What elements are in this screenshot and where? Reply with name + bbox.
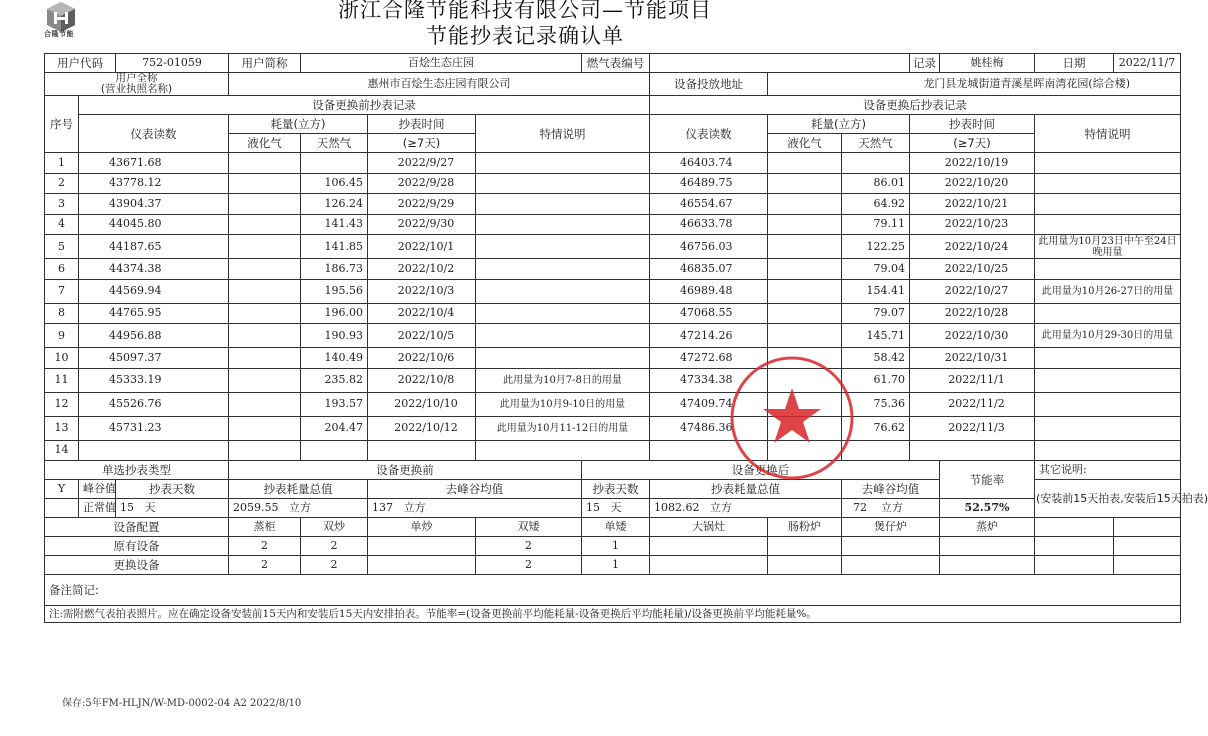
table-row — [45, 348, 1181, 369]
before-ng-header: 天然气 — [301, 134, 368, 153]
before-time-cell: 2022/9/28 — [368, 173, 476, 194]
before-ng-cell: 235.82 — [301, 368, 368, 392]
after-lpg-cell — [768, 392, 842, 416]
before-time-cell: 2022/10/5 — [368, 324, 476, 348]
equip-type-0: 蒸柜 — [229, 518, 301, 537]
after-lpg-cell — [768, 259, 842, 280]
before-ng-cell — [301, 153, 368, 174]
fullname-label-line1: 用户全称 — [115, 72, 158, 84]
after-ng-cell: 75.36 — [842, 392, 910, 416]
after-remark-cell: 此用量为10月23日中午至24日晚用量 — [1035, 235, 1181, 259]
user-code-label: 用户代码 — [45, 54, 116, 73]
orig-count-8 — [940, 537, 1035, 556]
before-lpg-cell — [229, 214, 301, 235]
before-avg — [368, 499, 582, 518]
before-lpg-cell — [229, 324, 301, 348]
before-ng-cell: 140.49 — [301, 348, 368, 369]
after-time-cell: 2022/10/28 — [910, 303, 1035, 324]
after-time-cell: 2022/10/19 — [910, 153, 1035, 174]
after-time-cell: 2022/10/27 — [910, 279, 1035, 303]
seq-cell: 10 — [45, 348, 79, 369]
after-lpg-cell — [768, 194, 842, 215]
orig-count-4: 1 — [582, 537, 650, 556]
fullname-label-line2: (营业执照名称) — [100, 83, 173, 95]
after-time-cell: 2022/10/21 — [910, 194, 1035, 215]
after-total-unit: 立方 — [710, 501, 732, 514]
after-ng-cell: 79.07 — [842, 303, 910, 324]
before-total-unit: 立方 — [289, 501, 311, 514]
after-time-cell: 2022/11/1 — [910, 368, 1035, 392]
after-avg-unit: 立方 — [881, 501, 903, 514]
original-equipment-label: 原有设备 — [45, 537, 229, 556]
orig-count-6 — [768, 537, 842, 556]
after-lpg-cell — [768, 324, 842, 348]
table-row — [45, 303, 1181, 324]
before-time-cell: 2022/10/6 — [368, 348, 476, 369]
after-reading-cell — [650, 440, 768, 461]
address-value: 龙门县龙城街道青溪星晖南湾花园(综合楼) — [768, 73, 1181, 96]
seq-header: 序号 — [45, 96, 79, 153]
before-days-unit: 天 — [144, 501, 156, 514]
orig-count-1: 2 — [301, 537, 368, 556]
after-days-label: 抄表天数 — [582, 480, 650, 499]
before-time-cell — [368, 440, 476, 461]
before-avg-unit: 立方 — [403, 501, 426, 514]
table-row — [45, 279, 1181, 303]
table-row — [45, 440, 1181, 461]
replaced-equipment-label: 更换设备 — [45, 556, 229, 575]
before-reading-cell: 44765.95 — [79, 303, 229, 324]
before-remark-cell — [476, 324, 650, 348]
after-time-cell: 2022/10/31 — [910, 348, 1035, 369]
orig-extra-1 — [1035, 537, 1114, 556]
after-ng-header: 天然气 — [842, 134, 910, 153]
table-row — [45, 194, 1181, 215]
before-ng-cell: 141.85 — [301, 235, 368, 259]
before-remark-cell — [476, 153, 650, 174]
after-ng-cell: 79.11 — [842, 214, 910, 235]
before-reading-cell: 44187.65 — [79, 235, 229, 259]
after-time-header: 抄表时间 — [910, 115, 1035, 134]
before-time-header: 抄表时间 — [368, 115, 476, 134]
before-time-note: (≥7天) — [368, 134, 476, 153]
after-time-cell: 2022/11/2 — [910, 392, 1035, 416]
after-remark-cell — [1035, 259, 1181, 280]
after-lpg-cell — [768, 368, 842, 392]
seq-cell: 7 — [45, 279, 79, 303]
after-reading-cell: 47272.68 — [650, 348, 768, 369]
seq-cell: 11 — [45, 368, 79, 392]
after-reading-cell: 47334.38 — [650, 368, 768, 392]
before-time-cell: 2022/10/8 — [368, 368, 476, 392]
reading-type-label: 单选抄表类型 — [45, 461, 229, 480]
meter-record-table — [44, 53, 1208, 623]
equip-type-4: 单矮 — [582, 518, 650, 537]
seq-cell: 3 — [45, 194, 79, 215]
footer-code: 保存:5年FM-HLJN/W-MD-0002-04 A2 2022/8/10 — [62, 698, 302, 709]
before-ng-cell: 141.43 — [301, 214, 368, 235]
before-remark-cell: 此用量为10月7-8日的用量 — [476, 368, 650, 392]
before-lpg-cell — [229, 303, 301, 324]
before-remark-cell — [476, 279, 650, 303]
before-reading-cell: 43671.68 — [79, 153, 229, 174]
before-lpg-cell — [229, 279, 301, 303]
before-lpg-cell — [229, 368, 301, 392]
before-lpg-cell — [229, 235, 301, 259]
after-lpg-cell — [768, 303, 842, 324]
before-time-cell: 2022/10/2 — [368, 259, 476, 280]
after-lpg-cell — [768, 235, 842, 259]
before-remark-cell — [476, 194, 650, 215]
before-ng-cell: 204.47 — [301, 416, 368, 440]
before-time-cell: 2022/9/27 — [368, 153, 476, 174]
after-remark-cell — [1035, 153, 1181, 174]
summary-before-label: 设备更换前 — [229, 461, 582, 480]
peak-mark[interactable]: Y — [45, 480, 79, 499]
repl-count-8 — [940, 556, 1035, 575]
before-remark-cell — [476, 303, 650, 324]
meter-no-label: 燃气表编号 — [582, 54, 650, 73]
equip-type-7: 煲仔炉 — [842, 518, 940, 537]
user-short-value: 百烩生态庄园 — [301, 54, 582, 73]
before-lpg-header: 液化气 — [229, 134, 301, 153]
repl-count-7 — [842, 556, 940, 575]
before-ng-cell — [301, 440, 368, 461]
seq-cell: 5 — [45, 235, 79, 259]
after-remark-cell — [1035, 348, 1181, 369]
before-reading-cell — [79, 440, 229, 461]
company-title: 浙江合隆节能科技有限公司—节能项目 — [338, 0, 712, 22]
before-lpg-cell — [229, 348, 301, 369]
table-row — [45, 235, 1181, 259]
remarks-label: 备注简记: — [45, 575, 1181, 606]
equip-type-2: 单炒 — [368, 518, 476, 537]
before-remark-cell — [476, 214, 650, 235]
equip-type-8: 蒸炉 — [940, 518, 1035, 537]
before-reading-cell: 44374.38 — [79, 259, 229, 280]
after-time-cell: 2022/10/20 — [910, 173, 1035, 194]
after-days — [582, 499, 650, 518]
repl-count-4: 1 — [582, 556, 650, 575]
orig-count-5 — [650, 537, 768, 556]
after-ng-cell: 145.71 — [842, 324, 910, 348]
saving-rate-value: 52.57% — [940, 499, 1035, 518]
before-lpg-cell — [229, 259, 301, 280]
after-remark-cell — [1035, 440, 1181, 461]
after-reading-cell: 46835.07 — [650, 259, 768, 280]
table-row — [45, 392, 1181, 416]
table-row — [45, 173, 1181, 194]
after-section-title: 设备更换后抄表记录 — [650, 96, 1181, 115]
after-remark-header: 特情说明 — [1035, 115, 1181, 153]
after-time-cell: 2022/10/25 — [910, 259, 1035, 280]
after-time-cell: 2022/10/30 — [910, 324, 1035, 348]
after-reading-cell: 47068.55 — [650, 303, 768, 324]
equip-type-6: 肠粉炉 — [768, 518, 842, 537]
after-remark-cell — [1035, 173, 1181, 194]
normal-label: 正常值 — [79, 499, 116, 518]
after-time-cell: 2022/10/24 — [910, 235, 1035, 259]
after-remark-cell — [1035, 214, 1181, 235]
after-time-note: (≥7天) — [910, 134, 1035, 153]
after-remark-cell — [1035, 392, 1181, 416]
equip-extra-2 — [1114, 518, 1181, 537]
before-section-title: 设备更换前抄表记录 — [79, 96, 650, 115]
table-row — [45, 153, 1181, 174]
after-reading-cell: 46489.75 — [650, 173, 768, 194]
after-remark-cell — [1035, 368, 1181, 392]
peak-label: 峰谷值 — [79, 480, 116, 499]
before-days-label: 抄表天数 — [116, 480, 229, 499]
form-title: 节能抄表记录确认单 — [426, 24, 624, 48]
before-reading-header: 仪表读数 — [79, 115, 229, 153]
equip-type-3: 双矮 — [476, 518, 582, 537]
after-consumption-header: 耗量(立方) — [768, 115, 910, 134]
before-ng-cell: 190.93 — [301, 324, 368, 348]
before-days — [116, 499, 229, 518]
before-remark-cell — [476, 440, 650, 461]
before-time-cell: 2022/9/29 — [368, 194, 476, 215]
user-code-value: 752-01059 — [116, 54, 229, 73]
before-remark-cell — [476, 235, 650, 259]
after-time-cell: 2022/11/3 — [910, 416, 1035, 440]
orig-extra-2 — [1114, 537, 1181, 556]
equip-extra-1 — [1035, 518, 1114, 537]
after-days-unit: 天 — [610, 501, 622, 514]
before-time-cell: 2022/9/30 — [368, 214, 476, 235]
before-lpg-cell — [229, 153, 301, 174]
after-ng-cell: 58.42 — [842, 348, 910, 369]
before-ng-cell: 186.73 — [301, 259, 368, 280]
table-row — [45, 368, 1181, 392]
before-reading-cell: 44956.88 — [79, 324, 229, 348]
seq-cell: 1 — [45, 153, 79, 174]
after-lpg-cell — [768, 153, 842, 174]
after-lpg-header: 液化气 — [768, 134, 842, 153]
address-label: 设备投放地址 — [650, 73, 768, 96]
repl-count-6 — [768, 556, 842, 575]
after-time-cell: 2022/10/23 — [910, 214, 1035, 235]
before-time-cell: 2022/10/10 — [368, 392, 476, 416]
fullname-value: 惠州市百烩生态庄园有限公司 — [229, 73, 650, 96]
after-reading-cell: 46554.67 — [650, 194, 768, 215]
after-total — [650, 499, 842, 518]
after-lpg-cell — [768, 279, 842, 303]
other-notes-label: 其它说明: — [1035, 461, 1181, 480]
before-ng-cell: 195.56 — [301, 279, 368, 303]
repl-count-1: 2 — [301, 556, 368, 575]
before-reading-cell: 43904.37 — [79, 194, 229, 215]
before-time-cell: 2022/10/3 — [368, 279, 476, 303]
after-lpg-cell — [768, 214, 842, 235]
seq-cell: 2 — [45, 173, 79, 194]
before-lpg-cell — [229, 440, 301, 461]
after-ng-cell: 64.92 — [842, 194, 910, 215]
before-days-value: 15 — [120, 501, 134, 514]
before-ng-cell: 196.00 — [301, 303, 368, 324]
after-lpg-cell — [768, 173, 842, 194]
fullname-label — [45, 73, 229, 96]
repl-count-2 — [368, 556, 476, 575]
after-ng-cell: 86.01 — [842, 173, 910, 194]
after-reading-header: 仪表读数 — [650, 115, 768, 153]
seq-cell: 13 — [45, 416, 79, 440]
before-avg-value: 137 — [372, 501, 393, 514]
before-avg-label: 去峰谷均值 — [368, 480, 582, 499]
seq-cell: 6 — [45, 259, 79, 280]
after-remark-cell: 此用量为10月29-30日的用量 — [1035, 324, 1181, 348]
before-remark-cell — [476, 173, 650, 194]
meter-no-value — [650, 54, 910, 73]
before-ng-cell: 106.45 — [301, 173, 368, 194]
before-remark-header: 特情说明 — [476, 115, 650, 153]
footnote: 注:需附燃气表拍表照片。应在确定设备安装前15天内和安装后15天内安排拍表。节能率=(设备更换前平均能耗量-设备更换后平均能耗量)/设备更换前平均能耗量%。 — [45, 606, 1181, 623]
before-time-cell: 2022/10/1 — [368, 235, 476, 259]
before-total — [229, 499, 368, 518]
orig-count-7 — [842, 537, 940, 556]
after-reading-cell: 46756.03 — [650, 235, 768, 259]
repl-count-0: 2 — [229, 556, 301, 575]
saving-rate-label: 节能率 — [940, 461, 1035, 499]
after-total-value: 1082.62 — [654, 501, 700, 514]
before-time-cell: 2022/10/4 — [368, 303, 476, 324]
after-time-cell — [910, 440, 1035, 461]
equip-type-1: 双炒 — [301, 518, 368, 537]
before-remark-cell — [476, 348, 650, 369]
other-notes-text: (安装前15天拍表,安装后15天拍表) — [1035, 480, 1181, 518]
after-ng-cell: 76.62 — [842, 416, 910, 440]
before-lpg-cell — [229, 416, 301, 440]
after-ng-cell — [842, 153, 910, 174]
after-ng-cell: 61.70 — [842, 368, 910, 392]
seq-cell: 14 — [45, 440, 79, 461]
after-reading-cell: 47486.36 — [650, 416, 768, 440]
after-total-label: 抄表耗量总值 — [650, 480, 842, 499]
before-total-value: 2059.55 — [233, 501, 279, 514]
recorder-label: 记录 — [910, 54, 940, 73]
before-total-label: 抄表耗量总值 — [229, 480, 368, 499]
after-reading-cell: 46633.78 — [650, 214, 768, 235]
before-remark-cell — [476, 259, 650, 280]
table-row — [45, 416, 1181, 440]
after-reading-cell: 47214.26 — [650, 324, 768, 348]
after-lpg-cell — [768, 416, 842, 440]
after-remark-cell — [1035, 194, 1181, 215]
before-reading-cell: 45526.76 — [79, 392, 229, 416]
after-lpg-cell — [768, 440, 842, 461]
before-lpg-cell — [229, 194, 301, 215]
after-remark-cell: 此用量为10月26-27日的用量 — [1035, 279, 1181, 303]
before-ng-cell: 193.57 — [301, 392, 368, 416]
after-reading-cell: 46989.48 — [650, 279, 768, 303]
seq-cell: 4 — [45, 214, 79, 235]
date-label: 日期 — [1035, 54, 1114, 73]
after-avg — [842, 499, 940, 518]
summary-after-label: 设备更换后 — [582, 461, 940, 480]
before-lpg-cell — [229, 392, 301, 416]
after-remark-cell — [1035, 416, 1181, 440]
before-consumption-header: 耗量(立方) — [229, 115, 368, 134]
after-ng-cell — [842, 440, 910, 461]
normal-mark[interactable] — [45, 499, 79, 518]
orig-count-2 — [368, 537, 476, 556]
after-reading-cell: 46403.74 — [650, 153, 768, 174]
repl-count-5 — [650, 556, 768, 575]
before-reading-cell: 45333.19 — [79, 368, 229, 392]
after-lpg-cell — [768, 348, 842, 369]
seq-cell: 9 — [45, 324, 79, 348]
before-remark-cell: 此用量为10月11-12日的用量 — [476, 416, 650, 440]
after-ng-cell: 122.25 — [842, 235, 910, 259]
repl-count-3: 2 — [476, 556, 582, 575]
before-ng-cell: 126.24 — [301, 194, 368, 215]
table-row — [45, 259, 1181, 280]
orig-count-0: 2 — [229, 537, 301, 556]
logo-text: 合隆节能 — [44, 30, 74, 38]
after-avg-value: 72 — [853, 501, 867, 514]
before-reading-cell: 45097.37 — [79, 348, 229, 369]
orig-count-3: 2 — [476, 537, 582, 556]
before-remark-cell: 此用量为10月9-10日的用量 — [476, 392, 650, 416]
before-reading-cell: 43778.12 — [79, 173, 229, 194]
after-avg-label: 去峰谷均值 — [842, 480, 940, 499]
date-value: 2022/11/7 — [1114, 54, 1181, 73]
user-short-label: 用户简称 — [229, 54, 301, 73]
before-reading-cell: 44569.94 — [79, 279, 229, 303]
after-days-value: 15 — [586, 501, 600, 514]
after-remark-cell — [1035, 303, 1181, 324]
before-reading-cell: 44045.80 — [79, 214, 229, 235]
before-lpg-cell — [229, 173, 301, 194]
equipment-config-label: 设备配置 — [45, 518, 229, 537]
table-row — [45, 324, 1181, 348]
seq-cell: 8 — [45, 303, 79, 324]
after-ng-cell: 79.04 — [842, 259, 910, 280]
before-reading-cell: 45731.23 — [79, 416, 229, 440]
seq-cell: 12 — [45, 392, 79, 416]
after-reading-cell: 47409.74 — [650, 392, 768, 416]
repl-extra-1 — [1035, 556, 1114, 575]
repl-extra-2 — [1114, 556, 1181, 575]
equip-type-5: 大锅灶 — [650, 518, 768, 537]
before-time-cell: 2022/10/12 — [368, 416, 476, 440]
table-row — [45, 214, 1181, 235]
after-ng-cell: 154.41 — [842, 279, 910, 303]
recorder-value: 姚桂梅 — [940, 54, 1035, 73]
